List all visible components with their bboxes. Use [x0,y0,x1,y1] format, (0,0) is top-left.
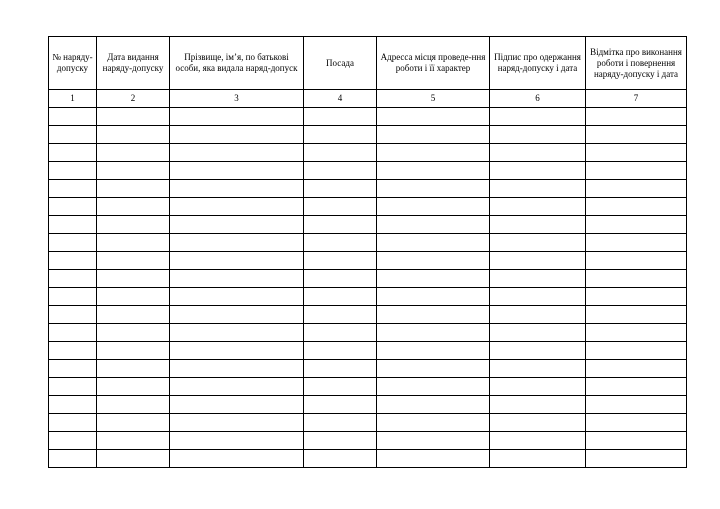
table-cell [97,396,170,414]
table-cell [97,144,170,162]
table-cell [586,450,687,468]
table-cell [49,360,97,378]
table-cell [304,252,377,270]
table-cell [586,288,687,306]
table-cell [490,288,586,306]
table-cell [170,324,304,342]
table-cell [49,414,97,432]
table-cell [490,234,586,252]
table-cell [490,108,586,126]
table-cell [490,162,586,180]
table-cell [170,288,304,306]
table-cell [304,378,377,396]
table-cell [377,342,490,360]
table-cell [170,180,304,198]
table-cell [97,180,170,198]
column-number: 5 [377,90,490,108]
column-number: 7 [586,90,687,108]
table-cell [377,144,490,162]
table-cell [49,180,97,198]
table-cell [170,108,304,126]
table-cell [170,144,304,162]
table-cell [490,450,586,468]
table-cell [377,396,490,414]
table-cell [490,252,586,270]
table-cell [377,306,490,324]
work-permit-journal-table [48,36,687,468]
table-cell [97,162,170,180]
table-cell [97,270,170,288]
header-issue-date: Дата видання наряду-допуску [97,37,170,90]
table-cell [304,162,377,180]
table-cell [304,414,377,432]
column-number: 1 [49,90,97,108]
table-cell [304,324,377,342]
table-cell [377,360,490,378]
table-cell [97,432,170,450]
table-row [49,450,687,468]
table-cell [377,270,490,288]
table-cell [49,378,97,396]
table-cell [170,450,304,468]
column-number-row [49,90,687,108]
table-cell [490,396,586,414]
header-position: Посада [304,37,377,90]
table-cell [377,108,490,126]
table-cell [49,126,97,144]
table-cell [170,432,304,450]
table-cell [377,324,490,342]
table-row [49,270,687,288]
table-cell [97,414,170,432]
table-cell [377,216,490,234]
table-cell [170,216,304,234]
table-cell [490,270,586,288]
header-receipt-signature: Підпис про одержання наряд-допуску і дата [490,37,586,90]
table-cell [49,234,97,252]
table-cell [377,126,490,144]
table-cell [304,198,377,216]
table-cell [97,450,170,468]
table-cell [304,450,377,468]
table-cell [304,360,377,378]
table-cell [377,414,490,432]
table-cell [49,432,97,450]
table-cell [97,198,170,216]
table-cell [304,288,377,306]
table-row [49,342,687,360]
table-cell [170,378,304,396]
table-cell [377,378,490,396]
column-number: 4 [304,90,377,108]
table-cell [97,342,170,360]
table-cell [490,414,586,432]
table-cell [377,450,490,468]
table-cell [170,252,304,270]
table-cell [170,198,304,216]
table-cell [170,360,304,378]
table-cell [586,396,687,414]
table-cell [97,360,170,378]
table-cell [490,378,586,396]
table-row [49,306,687,324]
table-cell [49,198,97,216]
table-cell [304,216,377,234]
table-cell [49,306,97,324]
table-cell [377,162,490,180]
header-work-address: Адресса місця проведе-ння роботи і її характер [377,37,490,90]
table-cell [49,288,97,306]
table-cell [49,342,97,360]
table-cell [586,180,687,198]
table-cell [304,306,377,324]
table-cell [170,414,304,432]
table-cell [377,288,490,306]
table-row [49,396,687,414]
table-cell [490,198,586,216]
table-row [49,234,687,252]
table-cell [586,324,687,342]
table-cell [304,108,377,126]
table-row [49,180,687,198]
table-row [49,198,687,216]
table-cell [377,432,490,450]
table-cell [49,252,97,270]
table-cell [586,216,687,234]
table-cell [490,360,586,378]
table-row [49,252,687,270]
table-cell [97,378,170,396]
table-cell [49,162,97,180]
table-cell [97,126,170,144]
table-cell [97,306,170,324]
table-cell [377,234,490,252]
table-cell [97,108,170,126]
table-cell [304,234,377,252]
column-number: 3 [170,90,304,108]
table-cell [490,126,586,144]
table-cell [377,252,490,270]
table-row [49,360,687,378]
table-cell [586,144,687,162]
table-cell [170,162,304,180]
table-cell [304,342,377,360]
table-cell [49,324,97,342]
table-cell [49,396,97,414]
table-cell [97,324,170,342]
table-cell [586,270,687,288]
table-cell [586,342,687,360]
table-cell [170,342,304,360]
table-cell [586,378,687,396]
table-cell [490,432,586,450]
table-cell [97,234,170,252]
table-cell [304,126,377,144]
table-row [49,144,687,162]
table-cell [490,180,586,198]
table-cell [586,432,687,450]
table-cell [586,108,687,126]
table-cell [49,450,97,468]
table-cell [49,216,97,234]
table-cell [586,252,687,270]
table-cell [304,432,377,450]
table-row [49,126,687,144]
table-cell [490,216,586,234]
table-cell [170,306,304,324]
table-cell [586,234,687,252]
column-number: 6 [490,90,586,108]
header-issuer-name: Прізвище, ім’я, по батькові особи, яка видала наряд-допуск [170,37,304,90]
table-row [49,324,687,342]
header-completion-mark: Відмітка про виконання роботи і повернення наряду-допуску і дата [586,37,687,90]
table-cell [304,180,377,198]
table-row [49,378,687,396]
table-cell [49,270,97,288]
header-permit-number: № наряду-допуску [49,37,97,90]
table-cell [49,108,97,126]
table-cell [170,234,304,252]
table-cell [304,396,377,414]
table-cell [586,306,687,324]
table-cell [304,144,377,162]
table-cell [586,198,687,216]
table-row [49,432,687,450]
table-cell [377,198,490,216]
table-row [49,288,687,306]
table-cell [49,144,97,162]
table-cell [586,414,687,432]
table-cell [304,270,377,288]
table-row [49,414,687,432]
table-cell [170,126,304,144]
table-cell [490,324,586,342]
table-row [49,108,687,126]
table-cell [97,216,170,234]
table-cell [586,162,687,180]
table-cell [586,126,687,144]
table-cell [170,270,304,288]
table-row [49,162,687,180]
table-cell [490,306,586,324]
table-cell [490,342,586,360]
table-cell [377,180,490,198]
table-cell [97,288,170,306]
table-cell [490,144,586,162]
column-number: 2 [97,90,170,108]
table-row [49,216,687,234]
journal-body [49,108,687,468]
table-cell [586,360,687,378]
header-row [49,37,687,90]
table-cell [97,252,170,270]
table-cell [170,396,304,414]
